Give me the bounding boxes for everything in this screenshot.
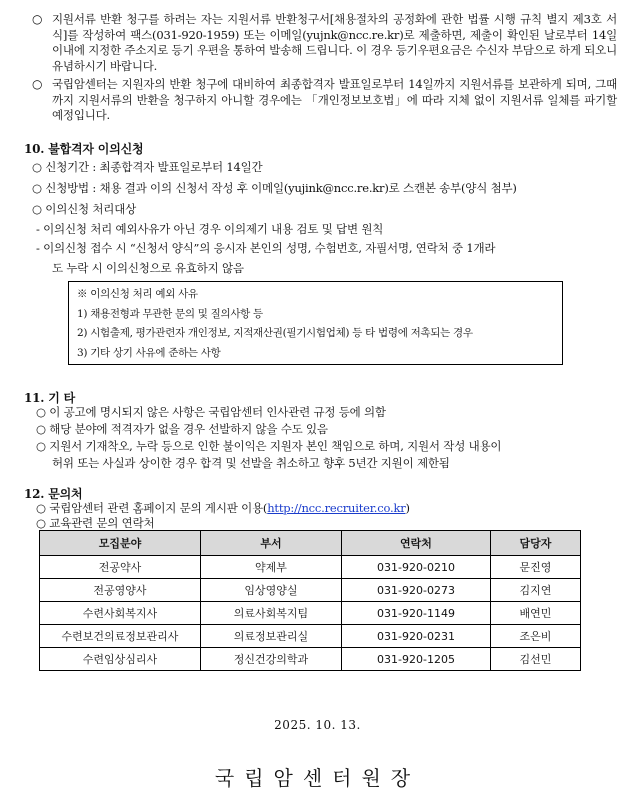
section-11-heading: 11. 기 타 <box>24 391 76 405</box>
table-cell: 임상영양실 <box>201 579 342 602</box>
paragraph-text: 국립암센터는 지원자의 반환 청구에 대비하여 최종합격자 발표일로부터 14일까지 지원서류를 보관하게 되며, 그때까지 지원서류의 반환을 청구하지 아니할 경우에는 「개인정보보호법」에 따라 지체 없이 지원서류 일체를 파기할 예정입니다. <box>52 77 617 122</box>
table-cell: 전공영양사 <box>40 579 201 602</box>
table-cell: 031-920-0273 <box>342 579 491 602</box>
bullet-circle: ○ <box>32 12 43 26</box>
note-title: ※ 이의신청 처리 예외 사유 <box>77 288 198 300</box>
table-row <box>40 648 581 671</box>
section-12-heading: 12. 문의처 <box>24 487 83 501</box>
table-cell: 배연민 <box>491 602 581 625</box>
section-12-item: ○ 교육관련 문의 연락처 <box>36 516 155 530</box>
section-10-item: 도 누락 시 이의신청으로 유효하지 않음 <box>52 261 244 275</box>
table-row <box>40 579 581 602</box>
note-line: 3) 기타 상기 사유에 준하는 사항 <box>77 346 221 359</box>
table-cell: 031-920-1205 <box>342 648 491 671</box>
table-cell: 전공약사 <box>40 556 201 579</box>
column-header: 부서 <box>201 531 342 556</box>
section-11-item: 허위 또는 사실과 상이한 경우 합격 및 선발을 취소하고 향후 5년간 지원이 제한됨 <box>52 456 450 470</box>
section-12-item <box>36 500 410 516</box>
table-row <box>40 602 581 625</box>
section-10-item: ○ 이의신청 처리대상 <box>32 202 137 216</box>
table-cell: 031-920-0231 <box>342 625 491 648</box>
section-10-heading: 10. 불합격자 이의신청 <box>24 142 144 156</box>
table-cell: 수련보건의료정보관리사 <box>40 625 201 648</box>
table-cell: 031-920-0210 <box>342 556 491 579</box>
table-row <box>40 556 581 579</box>
table-cell: 정신건강의학과 <box>201 648 342 671</box>
retention-paragraph <box>32 77 617 124</box>
recruiter-site-link[interactable]: http://ncc.recruiter.co.kr <box>267 501 406 515</box>
return-request-paragraph <box>32 12 617 74</box>
contact-table <box>39 530 581 671</box>
item-prefix: ○ 국립암센터 관련 홈페이지 문의 게시판 이용( <box>36 501 268 515</box>
notice-date: 2025. 10. 13. <box>274 718 361 732</box>
table-cell: 조은비 <box>491 625 581 648</box>
column-header: 연락처 <box>342 531 491 556</box>
paragraph-text: 지원서류 반환 청구를 하려는 자는 지원서류 반환청구서[채용절차의 공정화에 관한 법률 시행 규칙 별지 제3호 서식]를 작성하여 팩스(031-920-1959) 또는 이메일(yujnk@ncc.re.kr)로 제출하면, 제출이 확인된 날로부터 14일 이내에 지정한 주소지로 등기 우편을 통하여 발송해 드립니다. 이 경우 등기우편요금은 수신자 부담으로 하게 되오니 유념하시기 바랍니다. <box>52 12 617 73</box>
section-10-item: ○ 신청기간 : 최종합격자 발표일로부터 14일간 <box>32 160 263 174</box>
section-11-item: ○ 해당 분야에 적격자가 없을 경우 선발하지 않을 수도 있음 <box>36 422 328 436</box>
exception-note-box <box>68 281 563 365</box>
table-cell: 의료사회복지팀 <box>201 602 342 625</box>
column-header: 담당자 <box>491 531 581 556</box>
section-10-item: ○ 신청방법 : 채용 결과 이의 신청서 작성 후 이메일(yujink@ncc.re.kr)로 스캔본 송부(양식 첨부) <box>32 181 517 195</box>
bullet-circle: ○ <box>32 77 43 91</box>
section-11-item: ○ 지원서 기재착오, 누락 등으로 인한 불이익은 지원자 본인 책임으로 하며, 지원서 작성 내용이 <box>36 439 502 453</box>
table-cell: 약제부 <box>201 556 342 579</box>
issuer-signature: 국립암센터원장 <box>214 766 421 790</box>
note-line: 2) 시험출제, 평가관련자 개인정보, 지적재산권(필기시험업체) 등 타 법령에 저촉되는 경우 <box>77 327 473 339</box>
section-11-item: ○ 이 공고에 명시되지 않은 사항은 국립암센터 인사관련 규정 등에 의함 <box>36 405 386 419</box>
table-cell: 김선민 <box>491 648 581 671</box>
table-cell: 수련사회복지사 <box>40 602 201 625</box>
table-cell: 김지연 <box>491 579 581 602</box>
table-cell: 문진영 <box>491 556 581 579</box>
table-header-row <box>40 531 581 556</box>
item-suffix: ) <box>405 501 410 515</box>
note-line: 1) 채용전형과 무관한 문의 및 질의사항 등 <box>77 307 263 320</box>
section-10-item: - 이의신청 접수 시 “신청서 양식”의 응시자 본인의 성명, 수험번호, 자필서명, 연락처 중 1개라 <box>36 241 496 255</box>
table-cell: 의료정보관리실 <box>201 625 342 648</box>
table-cell: 031-920-1149 <box>342 602 491 625</box>
section-10-item: - 이의신청 처리 예외사유가 아닌 경우 이의제기 내용 검토 및 답변 원칙 <box>36 222 384 236</box>
table-row <box>40 625 581 648</box>
table-cell: 수련임상심리사 <box>40 648 201 671</box>
column-header: 모집분야 <box>40 531 201 556</box>
